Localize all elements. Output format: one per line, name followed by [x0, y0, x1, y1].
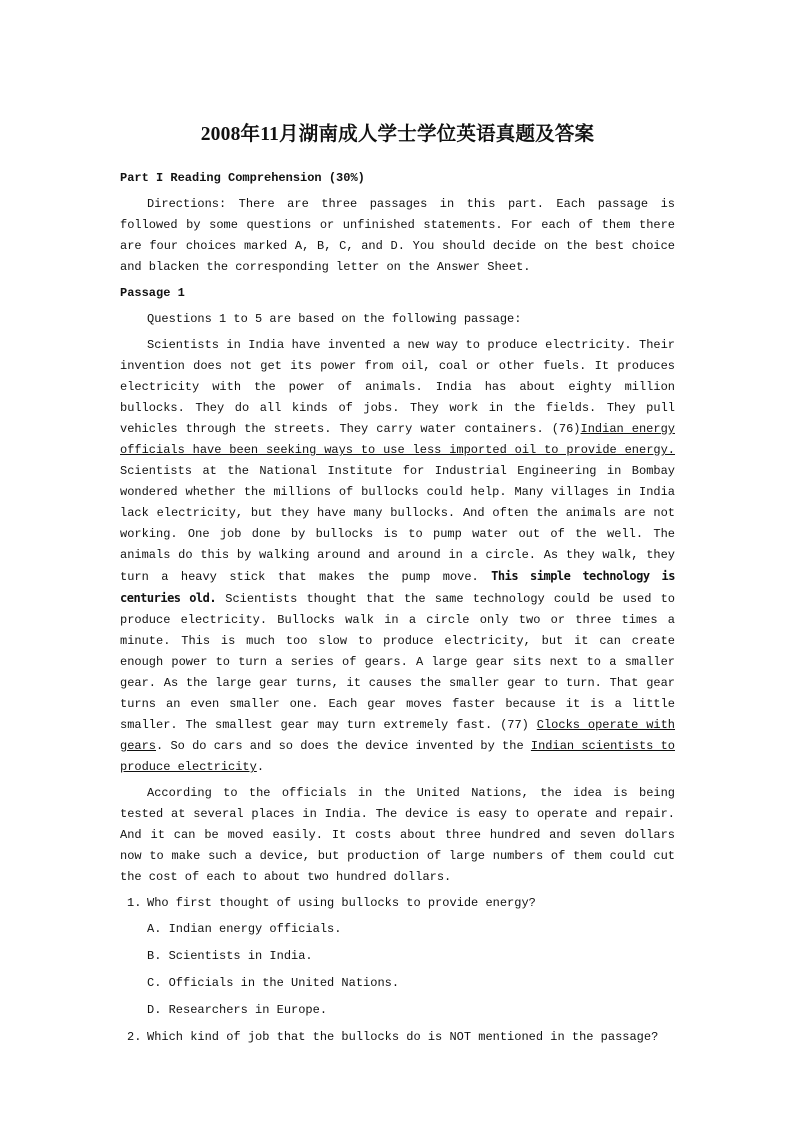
- document-page: [120, 118, 675, 1053]
- question-text: Which kind of job that the bullocks do is NOT mentioned in the passage?: [147, 1030, 659, 1044]
- passage-text: Scientists at the National Institute for Industrial Engineering in Bombay wondered whether the millions of bullocks could help. Many villages in India lack electricity, but they have many bullocks. And often the animals are not working. One job done by bullocks is to pump water out of the well. The animals do this by walking around and around in a circle. As they walk, they turn a heavy stick that makes the pump move.: [120, 464, 675, 584]
- question-2: [127, 1027, 675, 1048]
- passage-paragraph-1: [120, 335, 675, 778]
- question-text: Who first thought of using bullocks to provide energy?: [147, 896, 536, 910]
- passage-heading: Passage 1: [120, 286, 185, 300]
- directions-paragraph: Directions: There are three passages in this part. Each passage is followed by some questions or unfinished statements. For each of them there are four choices marked A, B, C, and D. You should decide on the best choice and blacken the corresponding letter on the Answer Sheet.: [120, 197, 675, 274]
- underlined-sentence-76: Indian energy officials have been seeking ways to use less imported oil to provide energy.: [120, 422, 675, 457]
- passage-text: .: [256, 760, 265, 774]
- question-1-option-b: B. Scientists in India.: [147, 949, 313, 963]
- passage-text: Scientists in India have invented a new way to produce electricity. Their invention does not get its power from oil, coal or other fuels. It produces electricity with the power of animals. India has about eighty million bullocks. They do all kinds of jobs. They work in the fields. They pull vehicles through the streets. They carry water containers. (76): [120, 338, 675, 436]
- page-title: 2008年11月湖南成人学士学位英语真题及答案: [200, 124, 595, 145]
- underlined-phrase-77: Clocks operate with gears: [120, 718, 676, 753]
- underlined-phrase: Indian scientists to produce electricity: [120, 739, 675, 774]
- question-1-option-a: A. Indian energy officials.: [147, 922, 342, 936]
- bold-sentence: This simple technology is centuries old.: [120, 569, 675, 605]
- question-1-option-c: C. Officials in the United Nations.: [147, 976, 400, 990]
- passage-text: Scientists thought that the same technology could be used to produce electricity. Bullocks walk in a circle only two or three times a minute. This is much too slow to produce electricity, but it can create enough power to turn a series of gears. A large gear sits next to a smaller gear. As the large gear turns, it causes the smaller gear to turn. That gear turns an even smaller one. Each gear moves faster because it is a little smaller. The smallest gear may turn extremely fast. (77): [120, 592, 675, 732]
- question-1: [127, 893, 675, 914]
- questions-intro: Questions 1 to 5 are based on the following passage:: [147, 312, 522, 326]
- question-1-option-d: D. Researchers in Europe.: [147, 1003, 328, 1017]
- question-number: 1.: [127, 896, 142, 910]
- question-number: 2.: [127, 1030, 142, 1044]
- passage-paragraph-2: According to the officials in the United Nations, the idea is being tested at several places in India. The device is easy to operate and repair. And it can be moved easily. It costs about three hundred and seven dollars now to make such a device, but production of large numbers of them could cut the cost of each to about two hundred dollars.: [120, 786, 675, 884]
- part-heading: Part I Reading Comprehension (30%): [120, 171, 365, 185]
- passage-text: . So do cars and so does the device invented by the: [156, 739, 531, 753]
